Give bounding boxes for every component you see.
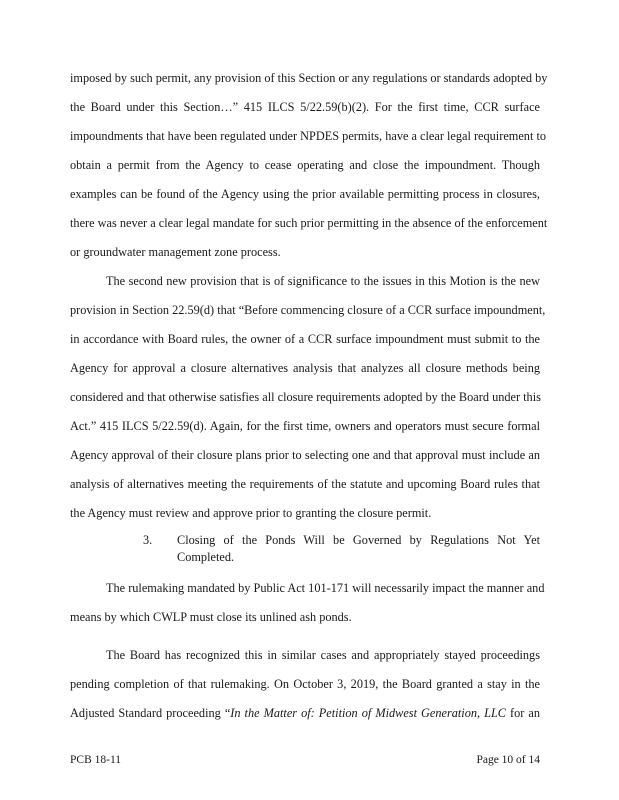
paragraph-2-line-2: provision in Section 22.59(d) that “Before commencing closure of a CCR surface impoundment, xyxy=(70,303,546,317)
paragraph-4-line-3-suffix: for an xyxy=(506,706,541,720)
paragraph-1-line-4: obtain a permit from the Agency to cease operating and close the impoundment. Though xyxy=(70,158,540,172)
section-heading-number: 3. xyxy=(143,533,153,547)
paragraph-1-line-5: examples can be found of the Agency using the prior available permitting process in closures, xyxy=(70,187,540,201)
section-heading-line-1: Closing of the Ponds Will be Governed by Regulations Not Yet xyxy=(177,533,540,547)
paragraph-3-line-1: The rulemaking mandated by Public Act 101-171 will necessarily impact the manner and xyxy=(106,581,545,595)
paragraph-1-line-2: the Board under this Section…” 415 ILCS 5/22.59(b)(2). For the first time, CCR surface xyxy=(70,100,540,114)
paragraph-2-line-8: analysis of alternatives meeting the requirements of the statute and upcoming Board rules that xyxy=(70,477,540,491)
paragraph-4-line-3 xyxy=(70,705,540,721)
paragraph-2-line-4: Agency for approval a closure alternatives analysis that analyzes all closure methods being xyxy=(70,361,540,375)
footer-page-number: Page 10 of 14 xyxy=(476,754,540,766)
section-heading-line-2: Completed. xyxy=(177,550,235,564)
paragraph-1-line-3: impoundments that have been regulated under NPDES permits, have a clear legal requirement to xyxy=(70,129,547,143)
paragraph-1-line-1: imposed by such permit, any provision of this Section or any regulations or standards adopted by xyxy=(70,71,548,85)
paragraph-4-line-1: The Board has recognized this in similar cases and appropriately stayed proceedings xyxy=(106,648,540,662)
paragraph-2-line-6: Act.” 415 ILCS 5/22.59(d). Again, for the first time, owners and operators must secure formal xyxy=(70,419,540,433)
paragraph-2-line-9: the Agency must review and approve prior to granting the closure permit. xyxy=(70,506,432,520)
case-caption-italic: In the Matter of: Petition of Midwest Generation, LLC xyxy=(230,706,507,720)
paragraph-4-line-3-prefix: Adjusted Standard proceeding “ xyxy=(70,706,231,720)
footer-case-number: PCB 18-11 xyxy=(70,754,122,766)
paragraph-2-line-1: The second new provision that is of significance to the issues in this Motion is the new xyxy=(106,274,540,288)
paragraph-2-line-5: considered and that otherwise satisfies all closure requirements adopted by the Board under this xyxy=(70,390,541,404)
paragraph-3-line-2: means by which CWLP must close its unlined ash ponds. xyxy=(70,610,352,624)
paragraph-2-line-7: Agency approval of their closure plans prior to selecting one and that approval must include an xyxy=(70,448,540,462)
paragraph-2-line-3: in accordance with Board rules, the owner of a CCR surface impoundment must submit to the xyxy=(70,332,540,346)
paragraph-1-line-7: or groundwater management zone process. xyxy=(70,245,281,259)
paragraph-1-line-6: there was never a clear legal mandate for such prior permitting in the absence of the enforcement xyxy=(70,216,548,230)
paragraph-4-line-2: pending completion of that rulemaking. On October 3, 2019, the Board granted a stay in the xyxy=(70,677,540,691)
